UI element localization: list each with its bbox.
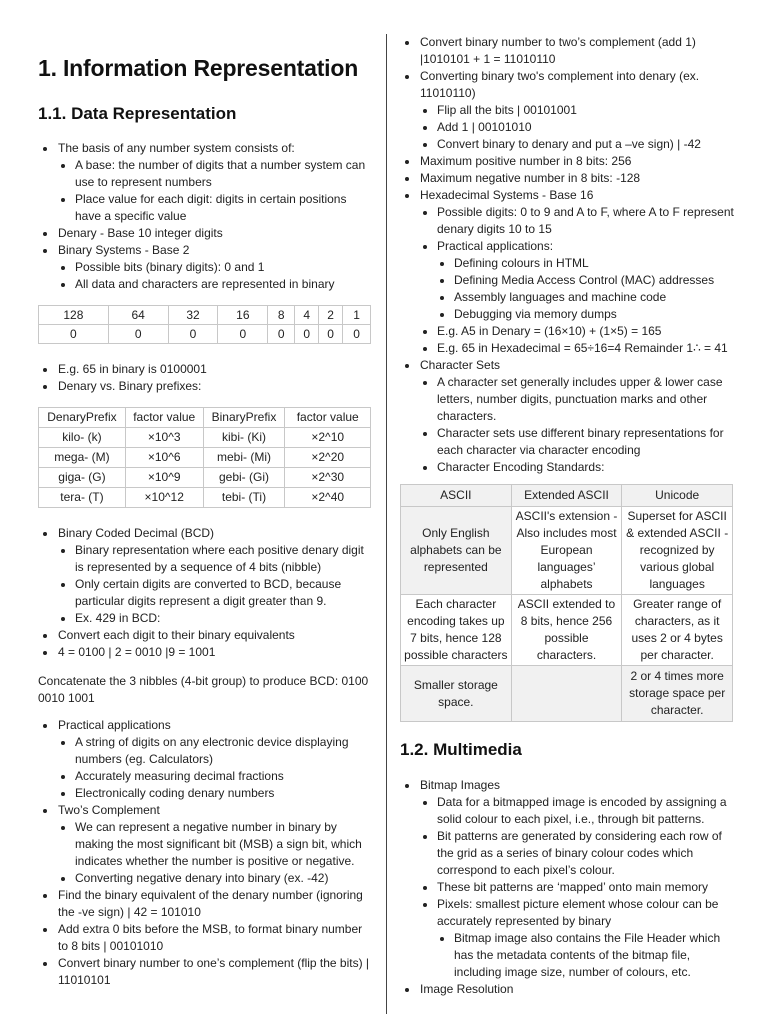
table-row [39, 488, 371, 508]
table-cell: 0 [168, 325, 218, 344]
list-item: 4 = 0100 | 2 = 0010 |9 = 1001 [38, 644, 373, 661]
table-cell: tera- (T) [39, 488, 126, 508]
list-item: A base: the number of digits that a number system can use to represent numbers [58, 157, 373, 191]
list-item [38, 525, 373, 627]
list-item: A string of digits on any electronic device displaying numbers (eg. Calculators) [58, 734, 373, 768]
table-cell: 8 [268, 306, 295, 325]
list-item: E.g. 65 in binary is 0100001 [38, 361, 373, 378]
table-row [39, 468, 371, 488]
column-divider [386, 34, 387, 1014]
table-cell: gebi- (Gi) [203, 468, 285, 488]
character-encoding-table [400, 484, 733, 722]
list-item-text: Converting binary two's complement into denary (ex. 11010110) [420, 69, 700, 100]
list-item: Find the binary equivalent of the denary number (ignoring the -ve sign) | 42 = 101010 [38, 887, 373, 921]
table-cell: Greater range of characters, as it uses 2 or 4 bytes per character. [622, 595, 733, 666]
table-cell: 16 [218, 306, 268, 325]
list-item [400, 68, 736, 153]
table-cell: 0 [268, 325, 295, 344]
binary-example-list [38, 361, 373, 395]
table-cell: ×10^12 [125, 488, 203, 508]
list-item: Possible bits (binary digits): 0 and 1 [58, 259, 373, 276]
list-item: Place value for each digit: digits in certain positions have a specific value [58, 191, 373, 225]
list-item: Ex. 429 in BCD: [58, 610, 373, 627]
table-header-cell: ASCII [401, 485, 512, 507]
table-cell: giga- (G) [39, 468, 126, 488]
table-cell: ASCII's extension - Also includes most European languages’ alphabets [511, 507, 622, 595]
list-item-text: Two’s Complement [58, 803, 160, 817]
table-cell: ×10^6 [125, 448, 203, 468]
table-row [401, 507, 733, 595]
table-row [401, 666, 733, 722]
table-cell: Superset for ASCII & extended ASCII - recognized by various global languages [622, 507, 733, 595]
list-item: Accurately measuring decimal fractions [58, 768, 373, 785]
list-item: Bit patterns are generated by considering each row of the grid as a series of binary colour codes which correspond to each pixel’s colour. [420, 828, 736, 879]
list-item: Convert binary number to two’s complement (add 1) |1010101 + 1 = 11010110 [400, 34, 736, 68]
table-cell: ×10^9 [125, 468, 203, 488]
number-system-list [38, 140, 373, 293]
list-item: We can represent a negative number in binary by making the most significant bit (MSB) a sign bit, which indicates whether the number is positive or negative. [58, 819, 373, 870]
table-cell: mega- (M) [39, 448, 126, 468]
list-item: E.g. 65 in Hexadecimal = 65÷16=4 Remainder 1∴ = 41 [420, 340, 736, 357]
list-item: Convert each digit to their binary equivalents [38, 627, 373, 644]
table-cell: 0 [343, 325, 371, 344]
list-item: Defining colours in HTML [437, 255, 736, 272]
table-header-row [401, 485, 733, 507]
list-item: Debugging via memory dumps [437, 306, 736, 323]
page-title: 1. Information Representation [38, 55, 359, 81]
list-item-text: Bitmap Images [420, 778, 501, 792]
list-item-text: Character Sets [420, 358, 501, 372]
list-item: All data and characters are represented in binary [58, 276, 373, 293]
list-item: Image Resolution [400, 981, 736, 998]
list-item: Convert binary to denary and put a –ve sign) | -42 [420, 136, 736, 153]
list-item [420, 896, 736, 981]
list-item-text: Pixels: smallest picture element whose colour can be accurately represented by binary [437, 897, 719, 928]
table-header-cell: Unicode [622, 485, 733, 507]
bcd-list [38, 525, 373, 661]
table-cell: 0 [108, 325, 168, 344]
table-header-cell: BinaryPrefix [203, 408, 285, 428]
binary-place-value-table [38, 305, 371, 344]
table-cell: ASCII extended to 8 bits, hence 256 possible characters. [511, 595, 622, 666]
bcd-paragraph: Concatenate the 3 nibbles (4-bit group) to produce BCD: 0100 0010 1001 [38, 674, 369, 705]
table-cell: mebi- (Mi) [203, 448, 285, 468]
table-cell: Each character encoding takes up 7 bits, hence 128 possible characters [401, 595, 512, 666]
list-item: Possible digits: 0 to 9 and A to F, where A to F represent denary digits 10 to 15 [420, 204, 736, 238]
table-cell: 64 [108, 306, 168, 325]
list-item: Bitmap image also contains the File Header which has the metadata contents of the bitmap file, including image size, number of colours, etc. [437, 930, 736, 981]
list-item [38, 140, 373, 225]
list-item [38, 717, 373, 802]
table-header-row [39, 306, 371, 325]
table-cell: tebi- (Ti) [203, 488, 285, 508]
table-header-row [39, 408, 371, 428]
table-cell: ×2^10 [285, 428, 371, 448]
twos-complement-list [400, 34, 736, 476]
list-item: Character Encoding Standards: [420, 459, 736, 476]
table-cell: Only English alphabets can be represented [401, 507, 512, 595]
list-item: Flip all the bits | 00101001 [420, 102, 736, 119]
list-item: Maximum positive number in 8 bits: 256 [400, 153, 736, 170]
table-cell: kilo- (k) [39, 428, 126, 448]
list-item: Assembly languages and machine code [437, 289, 736, 306]
prefix-table [38, 407, 371, 508]
list-item: These bit patterns are ‘mapped’ onto main memory [420, 879, 736, 896]
table-row [39, 448, 371, 468]
section-heading-multimedia: 1.2. Multimedia [400, 740, 522, 759]
list-item: Character sets use different binary representations for each character via character encoding [420, 425, 736, 459]
list-item: Add extra 0 bits before the MSB, to format binary number to 8 bits | 00101010 [38, 921, 373, 955]
table-row [401, 595, 733, 666]
table-cell: 2 or 4 times more storage space per character. [622, 666, 733, 722]
section-heading-data-representation: 1.1. Data Representation [38, 104, 237, 123]
table-cell: 1 [343, 306, 371, 325]
table-cell: ×10^3 [125, 428, 203, 448]
table-header-cell: factor value [285, 408, 371, 428]
multimedia-list [400, 777, 736, 998]
table-header-cell: DenaryPrefix [39, 408, 126, 428]
table-cell: ×2^30 [285, 468, 371, 488]
table-cell [511, 666, 622, 722]
table-header-cell: factor value [125, 408, 203, 428]
applications-list [38, 717, 373, 989]
list-item: Binary representation where each positive denary digit is represented by a sequence of 4 bits (nibble) [58, 542, 373, 576]
table-cell: 2 [319, 306, 343, 325]
table-cell: 128 [39, 306, 109, 325]
table-header-cell: Extended ASCII [511, 485, 622, 507]
list-item [420, 238, 736, 323]
list-item-text: Hexadecimal Systems - Base 16 [420, 188, 594, 202]
table-cell: 4 [295, 306, 319, 325]
list-item: Converting negative denary into binary (ex. -42) [58, 870, 373, 887]
list-item: Defining Media Access Control (MAC) addresses [437, 272, 736, 289]
list-item [38, 802, 373, 887]
table-cell: 0 [319, 325, 343, 344]
list-item-text: Practical applications: [437, 239, 554, 253]
list-item: Denary vs. Binary prefixes: [38, 378, 373, 395]
list-item: Denary - Base 10 integer digits [38, 225, 373, 242]
list-item-text: Binary Systems - Base 2 [58, 243, 190, 257]
table-row [39, 428, 371, 448]
list-item: Only certain digits are converted to BCD, because particular digits represent a digit greater than 9. [58, 576, 373, 610]
list-item: Add 1 | 00101010 [420, 119, 736, 136]
table-row [39, 325, 371, 344]
table-cell: Smaller storage space. [401, 666, 512, 722]
table-cell: 0 [295, 325, 319, 344]
list-item: E.g. A5 in Denary = (16×10) + (1×5) = 165 [420, 323, 736, 340]
list-item-text: Binary Coded Decimal (BCD) [58, 526, 215, 540]
list-item [400, 357, 736, 476]
table-cell: ×2^20 [285, 448, 371, 468]
table-cell: kibi- (Ki) [203, 428, 285, 448]
list-item [400, 777, 736, 981]
table-cell: 0 [39, 325, 109, 344]
list-item: Data for a bitmapped image is encoded by assigning a solid colour to each pixel, i.e., through bit patterns. [420, 794, 736, 828]
list-item: Electronically coding denary numbers [58, 785, 373, 802]
list-item: Maximum negative number in 8 bits: -128 [400, 170, 736, 187]
list-item: A character set generally includes upper & lower case letters, number digits, punctuation marks and other characters. [420, 374, 736, 425]
list-item [400, 187, 736, 357]
list-item [38, 242, 373, 293]
list-item-text: The basis of any number system consists of: [58, 141, 295, 155]
table-cell: 0 [218, 325, 268, 344]
table-cell: ×2^40 [285, 488, 371, 508]
list-item: Convert binary number to one’s complement (flip the bits) | 11010101 [38, 955, 373, 989]
table-cell: 32 [168, 306, 218, 325]
list-item-text: Practical applications [58, 718, 171, 732]
